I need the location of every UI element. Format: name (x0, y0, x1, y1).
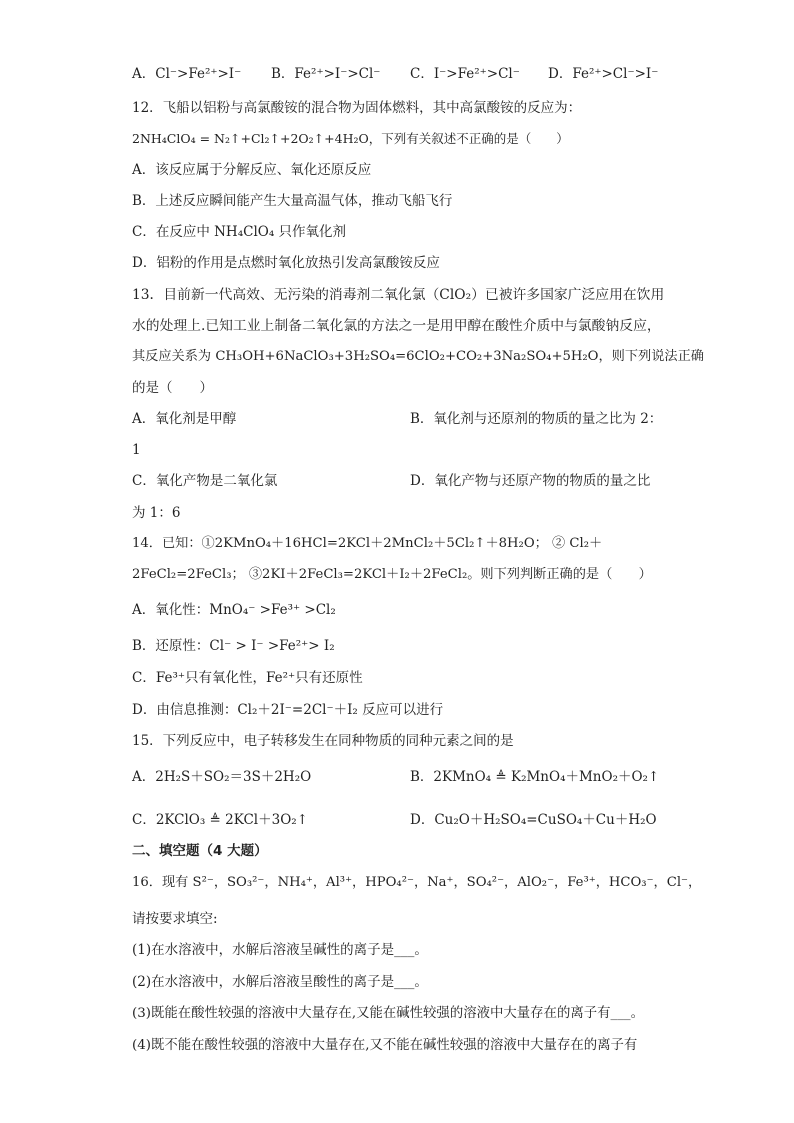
q14-option-a: A．氧化性：MnO₄⁻ >Fe³⁺ >Cl₂ (132, 602, 336, 618)
q11-option-a: A．Cl⁻>Fe²⁺>I⁻ (132, 66, 242, 82)
q14-stem-line1: 14．已知：①2KMnO₄＋16HCl=2KCl＋2MnCl₂＋5Cl₂↑＋8H₂O； ② Cl₂＋ (132, 536, 603, 551)
q11-option-c: C．I⁻>Fe²⁺>Cl⁻ (410, 66, 520, 82)
q16-stem-line2: 请按要求填空: (132, 911, 218, 927)
q13-stem-line2: 水的处理上.已知工业上制备二氧化氯的方法之一是用甲醇在酸性介质中与氯酸钠反应， (132, 318, 661, 334)
q16-part-2: (2)在水溶液中，水解后溶液呈酸性的离子是___。 (132, 974, 428, 990)
q12-stem: 12．飞船以铝粉与高氯酸铵的混合物为固体燃料，其中高氯酸铵的反应为： (132, 100, 582, 116)
q11-option-b: B．Fe²⁺>I⁻>Cl⁻ (271, 66, 381, 82)
q13-option-b: B．氧化剂与还原剂的物质的量之比为 2： (410, 411, 663, 427)
q14-option-b: B．还原性：Cl⁻ > I⁻ >Fe²⁺> I₂ (132, 638, 335, 654)
q16-part-1: (1)在水溶液中，水解后溶液呈碱性的离子是___。 (132, 942, 428, 958)
q12-option-b: B．上述反应瞬间能产生大量高温气体，推动飞船飞行 (132, 193, 453, 209)
q12-option-a: A．该反应属于分解反应、氧化还原反应 (132, 162, 372, 178)
section-heading: 二、填空题（4 大题） (132, 843, 268, 859)
q13-stem-line3: 其反应关系为 CH₃OH+6NaClO₃+3H₂SO₄=6ClO₂+CO₂+3Na₂SO₄+5H₂O，则下列说法正确 (132, 349, 704, 364)
q12-option-d: D．铝粉的作用是点燃时氧化放热引发高氯酸铵反应 (132, 255, 440, 271)
q16-stem-line1: 16．现有 S²⁻，SO₃²⁻，NH₄⁺，Al³⁺，HPO₄²⁻，Na⁺，SO₄²⁻，AlO₂⁻，Fe³⁺，HCO₃⁻，Cl⁻， (132, 875, 702, 890)
q15-option-b: B．2KMnO₄ ≜ K₂MnO₄＋MnO₂＋O₂↑ (410, 769, 660, 785)
q13-option-d: D．氧化产物与还原产物的物质的量之比 (410, 473, 651, 489)
q13-option-d-continued: 为 1：6 (132, 505, 181, 521)
q15-option-a: A．2H₂S＋SO₂＝3S＋2H₂O (132, 769, 312, 785)
q16-part-3: (3)既能在酸性较强的溶液中大量存在,又能在碱性较强的溶液中大量存在的离子有___。 (132, 1006, 644, 1021)
q13-stem-line1: 13．目前新一代高效、无污染的消毒剂二氧化氯（ClO₂）已被许多国家广泛应用在饮用 (132, 287, 665, 303)
q13-option-b-continued: 1 (132, 442, 141, 458)
q12-option-c: C．在反应中 NH₄ClO₄ 只作氧化剂 (132, 224, 347, 240)
q15-option-d: D．Cu₂O＋H₂SO₄=CuSO₄＋Cu＋H₂O (410, 812, 657, 828)
q13-option-c: C．氧化产物是二氧化氯 (132, 473, 278, 489)
q13-stem-line4: 的是（ ） (132, 380, 213, 396)
q14-option-d: D．由信息推测：Cl₂＋2I⁻=2Cl⁻＋I₂ 反应可以进行 (132, 702, 444, 718)
q13-option-a: A．氧化剂是甲醇 (132, 411, 237, 427)
q12-equation: 2NH₄ClO₄ = N₂↑+Cl₂↑+2O₂↑+4H₂O，下列有关叙述不正确的是（ ） (132, 131, 569, 146)
q15-option-c: C．2KClO₃ ≜ 2KCl＋3O₂↑ (132, 812, 309, 828)
q14-stem-line2: 2FeCl₂=2FeCl₃； ③2KI＋2FeCl₃=2KCl＋I₂＋2FeCl₂。则下列判断正确的是（ ） (132, 567, 652, 582)
q14-option-c: C．Fe³⁺只有氧化性，Fe²⁺只有还原性 (132, 670, 363, 686)
q11-option-d: D．Fe²⁺>Cl⁻>I⁻ (548, 66, 659, 82)
q16-part-4: (4)既不能在酸性较强的溶液中大量存在,又不能在碱性较强的溶液中大量存在的离子有 (132, 1038, 638, 1053)
q15-stem: 15．下列反应中，电子转移发生在同种物质的同种元素之间的是 (132, 733, 514, 749)
